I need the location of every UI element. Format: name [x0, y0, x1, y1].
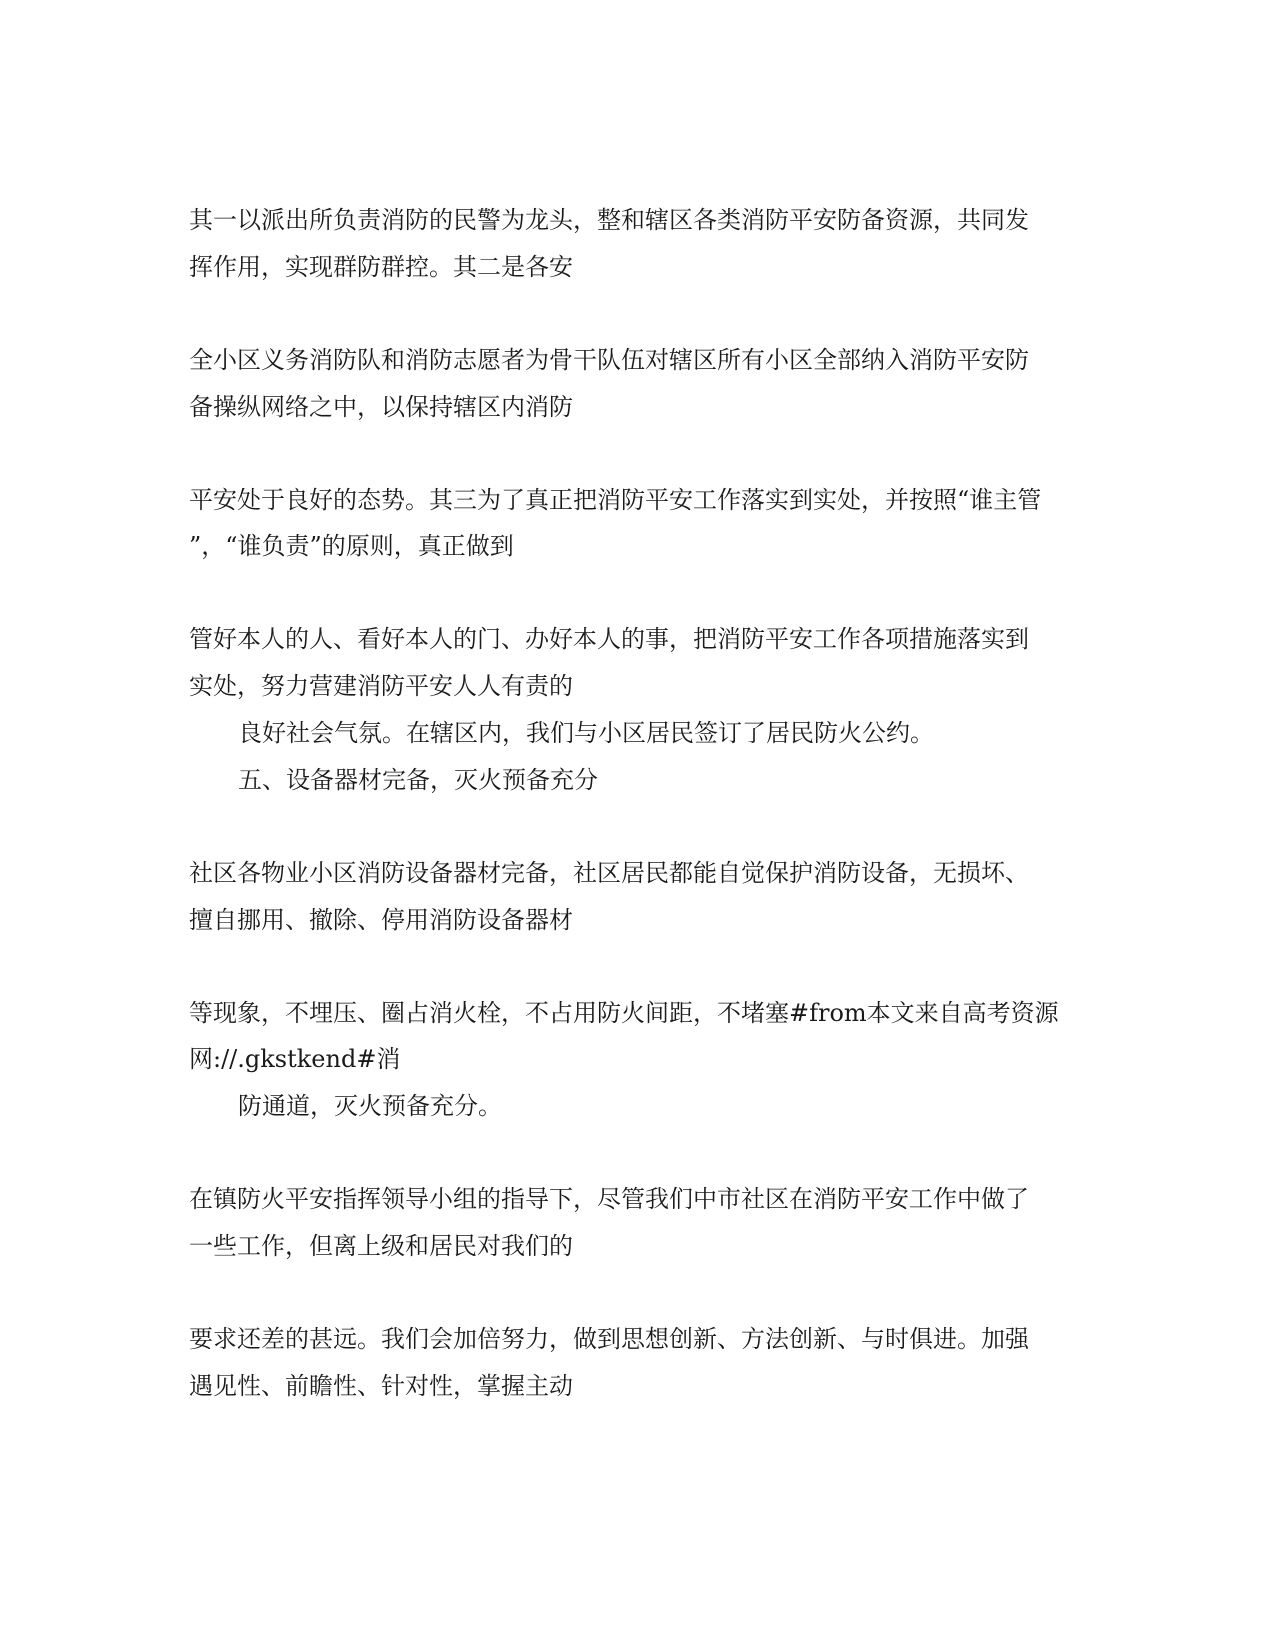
- text-line: 等现象，不埋压、圈占消火栓，不占用防火间距，不堵塞#from本文来自高考资源: [189, 999, 1059, 1027]
- section-heading: 五、设备器材完备，灭火预备充分: [238, 766, 598, 794]
- text-line: 社区各物业小区消防设备器材完备，社区居民都能自觉保护消防设备，无损坏、: [189, 859, 1029, 887]
- text-line: 平安处于良好的态势。其三为了真正把消防平安工作落实到实处，并按照“谁主管: [189, 486, 1042, 514]
- text-line: 管好本人的人、看好本人的门、办好本人的事，把消防平安工作各项措施落实到: [189, 625, 1029, 653]
- text-line: 备操纵网络之中，以保持辖区内消防: [189, 393, 573, 421]
- text-line: 在镇防火平安指挥领导小组的指导下，尽管我们中市社区在消防平安工作中做了: [189, 1185, 1029, 1213]
- text-line: 挥作用，实现群防群控。其二是各安: [189, 253, 573, 281]
- text-line: 其一以派出所负责消防的民警为龙头，整和辖区各类消防平安防备资源，共同发: [189, 206, 1029, 234]
- text-line: ”，“谁负责”的原则，真正做到: [189, 532, 514, 560]
- text-line: 全小区义务消防队和消防志愿者为骨干队伍对辖区所有小区全部纳入消防平安防: [189, 346, 1029, 374]
- text-line: 一些工作，但离上级和居民对我们的: [189, 1232, 573, 1260]
- text-line: 良好社会气氛。在辖区内，我们与小区居民签订了居民防火公约。: [238, 719, 934, 747]
- text-line: 擅自挪用、撤除、停用消防设备器材: [189, 906, 573, 934]
- text-line: 实处，努力营建消防平安人人有责的: [189, 672, 573, 700]
- text-line: 网://.gkstkend#消: [189, 1045, 401, 1073]
- text-line: 要求还差的甚远。我们会加倍努力，做到思想创新、方法创新、与时俱进。加强: [189, 1325, 1029, 1353]
- text-line: 防通道，灭火预备充分。: [238, 1092, 502, 1120]
- text-line: 遇见性、前瞻性、针对性，掌握主动: [189, 1372, 573, 1400]
